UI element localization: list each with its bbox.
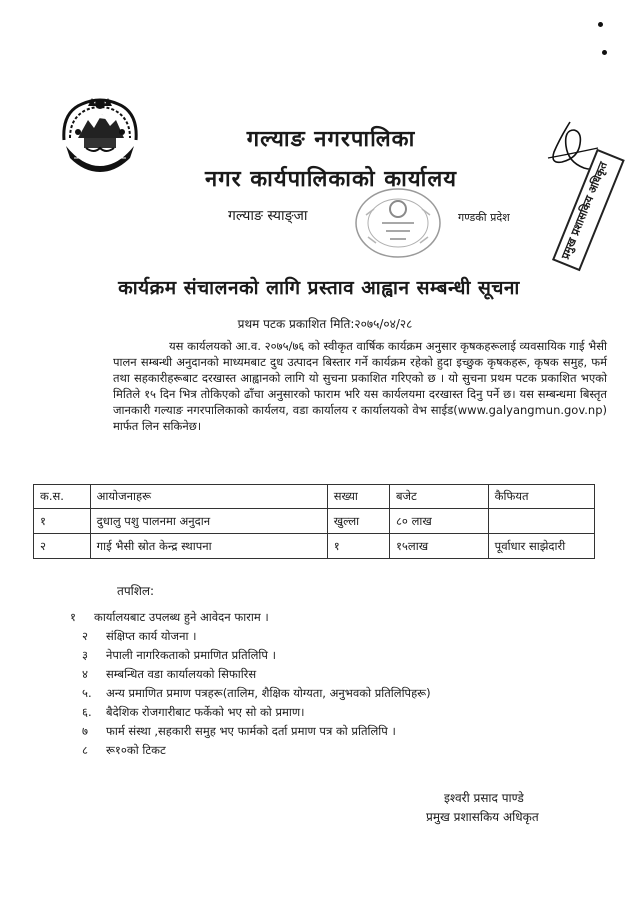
table-cell: पूर्वाधार साझेदारी: [488, 534, 594, 559]
attachments-heading: तपशिल:: [117, 584, 155, 598]
list-item: [82, 743, 550, 762]
column-header: क.स.: [34, 485, 91, 509]
list-item: [70, 610, 550, 629]
item-text: बैदेशिक रोजगारीबाट फर्केको भए सो को प्रमाण।: [106, 705, 305, 719]
scan-speck: [598, 22, 603, 27]
item-text: सम्बन्धित वडा कार्यालयको सिफारिस: [106, 667, 257, 681]
table-cell: २: [34, 534, 91, 559]
municipality-name: गल्याङ नगरपालिका: [246, 127, 416, 152]
district-address: गल्याङ स्याङ्जा: [228, 208, 308, 224]
item-text: रू१०को टिकट: [106, 743, 166, 757]
nepal-emblem-icon: [58, 92, 142, 176]
item-number: ७: [82, 724, 88, 738]
item-text: कार्यालयबाट उपलब्ध हुने आवेदन फाराम ।: [94, 610, 269, 624]
item-number: ३: [82, 648, 88, 662]
column-header: सख्या: [327, 485, 389, 509]
item-number: २: [82, 629, 88, 643]
column-header: आयोजनाहरू: [90, 485, 327, 509]
item-number: ४: [82, 667, 88, 681]
table-cell: ८० लाख: [389, 509, 488, 534]
table-cell: १: [34, 509, 91, 534]
item-number: ६.: [82, 705, 92, 719]
attachments-list: [70, 610, 550, 762]
column-header: बजेट: [389, 485, 488, 509]
table-cell: १५लाख: [389, 534, 488, 559]
item-text: संक्षिप्त कार्य योजना ।: [106, 629, 197, 643]
province-address: गण्डकी प्रदेश: [458, 211, 510, 224]
office-name: नगर कार्यपालिकाको कार्यालय: [205, 167, 457, 192]
table-cell: १: [327, 534, 389, 559]
column-header: कैफियत: [488, 485, 594, 509]
notice-title: कार्यक्रम संचालनको लागि प्रस्ताव आह्वान सम्बन्धी सूचना: [118, 277, 520, 299]
list-item: [82, 648, 550, 667]
table-cell: गाई भैसी स्रोत केन्द्र स्थापना: [90, 534, 327, 559]
published-date: प्रथम पटक प्रकाशित मिति:२०७५/०४/२८: [237, 317, 413, 331]
signatory-title: प्रमुख प्रशासकिय अधिकृत: [426, 810, 539, 824]
notice-body: यस कार्यलयको आ.व. २०७५/७६ को स्वीकृत वार्षिक कार्यक्रम अनुसार कृषकहरूलाई व्यवसायिक गाई भैसी पालन सम्बन्धी अनुदानको माध्यमबाट दुध उत्पादन बिस्तार गर्ने कार्यक्रम रहेको हुदा इच्छुक कृषकहरू, कृषक समुह, फर्म तथा सहकारीहरूबाट दरखास्त आह्वानको लागि यो सुचना प्रकाशित गरिएको छ । यो सुचना प्रथम पटक प्रकाशित भएको मितिले १५ दिन भित्र तोकिएको ढाँचा अनुसारको फाराम भरि यस कार्यलयमा दरखास्त दिनु पर्ने छ। यस सम्बन्धमा बिस्तृत जानकारी गल्याङ नगरपालिकाको कार्यलय, वडा कार्यालय र कार्यालयको वेभ साईड(www.galyangmun.gov.np) मार्फत लिन सकिनेछ।: [113, 339, 607, 433]
projects-table: [33, 484, 595, 559]
office-seal-icon: [352, 185, 444, 265]
item-number: १: [70, 610, 76, 624]
list-item: [82, 629, 550, 648]
table-row: [34, 534, 595, 559]
item-text: अन्य प्रमाणित प्रमाण पत्रहरू(तालिम, शैक्षिक योग्यता, अनुभवको प्रतिलिपिहरू): [106, 686, 431, 700]
list-item: [82, 724, 550, 743]
item-text: नेपाली नागरिकताको प्रमाणित प्रतिलिपि ।: [106, 648, 276, 662]
table-cell: खुल्ला: [327, 509, 389, 534]
item-number: ८: [82, 743, 88, 757]
list-item: [82, 667, 550, 686]
table-header-row: [34, 485, 595, 509]
designation-stamp: प्रमुख प्रशासकिय अधिकृत: [552, 149, 625, 272]
signatory-name: इश्वरी प्रसाद पाण्डे: [444, 791, 524, 805]
item-number: ५.: [82, 686, 92, 700]
list-item: [82, 705, 550, 724]
item-text: फार्म संस्था ,सहकारी समुह भए फार्मको दर्ता प्रमाण पत्र को प्रतिलिपि ।: [106, 724, 396, 738]
list-item: [82, 686, 550, 705]
table-cell: दुधालु पशु पालनमा अनुदान: [90, 509, 327, 534]
table-row: [34, 509, 595, 534]
scan-speck: [602, 50, 607, 55]
table-cell: [488, 509, 594, 534]
